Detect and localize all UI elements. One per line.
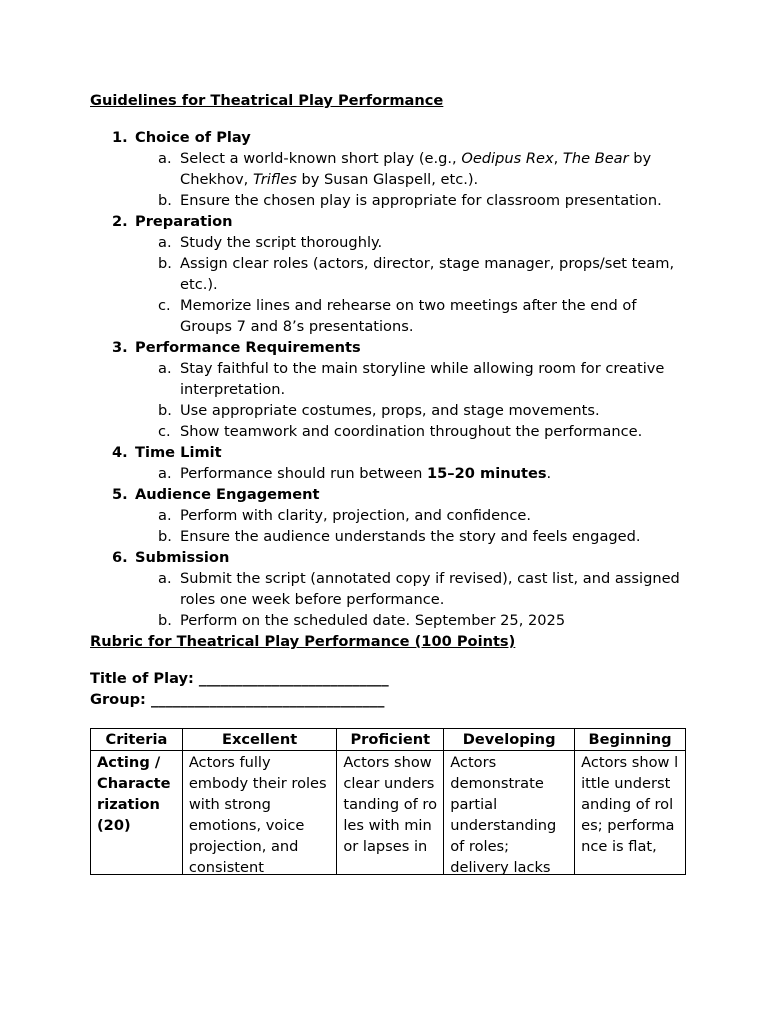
guideline-heading: Time Limit [135, 444, 222, 461]
play-title: Trifles [252, 171, 297, 188]
proficient-text: Actors show clear understanding of roles with minor lapses in [343, 754, 438, 855]
excellent-text: Actors fully embody their roles with strong emotions, voice projection, and consistent [188, 754, 327, 874]
subitem-text: Select a world-known short play (e.g., [180, 150, 462, 167]
subitem-text: Perform on the scheduled date. September 25, 2025 [180, 612, 566, 629]
guideline-sublist [135, 463, 690, 484]
subitem-text: Study the script thoroughly. [180, 234, 383, 251]
guideline-subitem [135, 463, 690, 484]
header-excellent: Excellent [182, 729, 337, 751]
subitem-text: Submit the script (annotated copy if revised), cast list, and assigned roles one week before performance. [180, 570, 680, 608]
guideline-item [90, 547, 690, 631]
guideline-sublist [135, 505, 690, 547]
subitem-text: Ensure the chosen play is appropriate for classroom presentation. [180, 192, 662, 209]
guideline-number: 2. [112, 213, 128, 230]
guideline-number: 3. [112, 339, 128, 356]
guideline-number: 6. [112, 549, 128, 566]
subitem-text: Performance should run between [180, 465, 427, 482]
guideline-subitem [135, 358, 690, 400]
subitem-letter: a. [158, 360, 172, 377]
guideline-subitem [135, 232, 690, 253]
subitem-text: Stay faithful to the main storyline while allowing room for creative interpretation. [180, 360, 665, 398]
guideline-subitem [135, 148, 690, 190]
developing-text: Actors demonstrate partial understanding of roles; delivery lacks [450, 754, 557, 874]
guideline-item [90, 337, 690, 442]
subitem-letter: a. [158, 570, 172, 587]
guideline-number: 1. [112, 129, 128, 146]
subitem-letter: b. [158, 255, 172, 272]
guideline-heading: Submission [135, 549, 230, 566]
guidelines-title: Guidelines for Theatrical Play Performance [90, 92, 444, 109]
header-criteria: Criteria [91, 729, 183, 751]
guideline-subitem [135, 610, 690, 631]
subitem-letter: a. [158, 465, 172, 482]
subitem-letter: a. [158, 150, 172, 167]
rubric-header-row [91, 729, 686, 751]
subitem-letter: a. [158, 507, 172, 524]
guideline-subitem [135, 505, 690, 526]
beginning-text: Actors show little understanding of roles; performance is flat, [581, 754, 679, 855]
subitem-text: Use appropriate costumes, props, and stage movements. [180, 402, 600, 419]
guideline-item [90, 442, 690, 484]
guideline-subitem [135, 526, 690, 547]
subitem-text: Show teamwork and coordination throughout the performance. [180, 423, 643, 440]
excellent-cell [182, 751, 337, 875]
document-page [90, 90, 690, 875]
subitem-text: , [553, 150, 563, 167]
subitem-letter: c. [158, 423, 171, 440]
guideline-subitem [135, 400, 690, 421]
guideline-item [90, 211, 690, 337]
guideline-heading: Audience Engagement [135, 486, 320, 503]
group-line [90, 689, 690, 710]
guideline-sublist [135, 568, 690, 631]
subitem-text: . [546, 465, 552, 482]
guideline-sublist [135, 358, 690, 442]
guideline-subitem [135, 295, 690, 337]
subitem-text: by Susan Glaspell, etc.). [296, 171, 479, 188]
title-of-play-blank[interactable]: __________________________ [198, 670, 389, 687]
proficient-cell [337, 751, 444, 875]
guideline-sublist [135, 148, 690, 211]
guideline-item [90, 127, 690, 211]
guideline-heading: Choice of Play [135, 129, 251, 146]
subitem-letter: b. [158, 528, 172, 545]
guideline-heading: Preparation [135, 213, 233, 230]
title-of-play-line [90, 668, 690, 689]
guideline-number: 4. [112, 444, 128, 461]
subitem-text: Assign clear roles (actors, director, stage manager, props/set team, etc.). [180, 255, 675, 293]
subitem-letter: b. [158, 192, 172, 209]
beginning-cell [575, 751, 686, 875]
header-beginning: Beginning [575, 729, 686, 751]
header-developing: Developing [444, 729, 575, 751]
subitem-letter: b. [158, 612, 172, 629]
subitem-letter: a. [158, 234, 172, 251]
subitem-letter: c. [158, 297, 171, 314]
guideline-number: 5. [112, 486, 128, 503]
subitem-letter: b. [158, 402, 172, 419]
guideline-subitem [135, 568, 690, 610]
rubric-fields [90, 668, 690, 710]
group-label: Group: [90, 691, 146, 708]
play-title: The Bear [562, 150, 629, 167]
subitem-text: Ensure the audience understands the story and feels engaged. [180, 528, 641, 545]
rubric-title: Rubric for Theatrical Play Performance (100 Points) [90, 633, 516, 650]
rubric-table [90, 728, 686, 875]
criteria-text: Acting / Characterization (20) [97, 754, 171, 834]
guideline-heading: Performance Requirements [135, 339, 361, 356]
table-row [91, 751, 686, 875]
guideline-subitem [135, 253, 690, 295]
developing-cell [444, 751, 575, 875]
subitem-text: Perform with clarity, projection, and confidence. [180, 507, 532, 524]
group-blank[interactable]: ________________________________ [150, 691, 385, 708]
subitem-text: by Chekhov, [180, 150, 652, 188]
guidelines-list [90, 127, 690, 631]
guideline-subitem [135, 190, 690, 211]
emphasis-text: 15–20 minutes [427, 465, 547, 482]
guideline-item [90, 484, 690, 547]
criteria-cell [91, 751, 183, 875]
play-title: Oedipus Rex [461, 150, 554, 167]
guideline-sublist [135, 232, 690, 337]
header-proficient: Proficient [337, 729, 444, 751]
title-of-play-label: Title of Play: [90, 670, 194, 687]
guideline-subitem [135, 421, 690, 442]
subitem-text: Memorize lines and rehearse on two meetings after the end of Groups 7 and 8’s presentations. [180, 297, 637, 335]
